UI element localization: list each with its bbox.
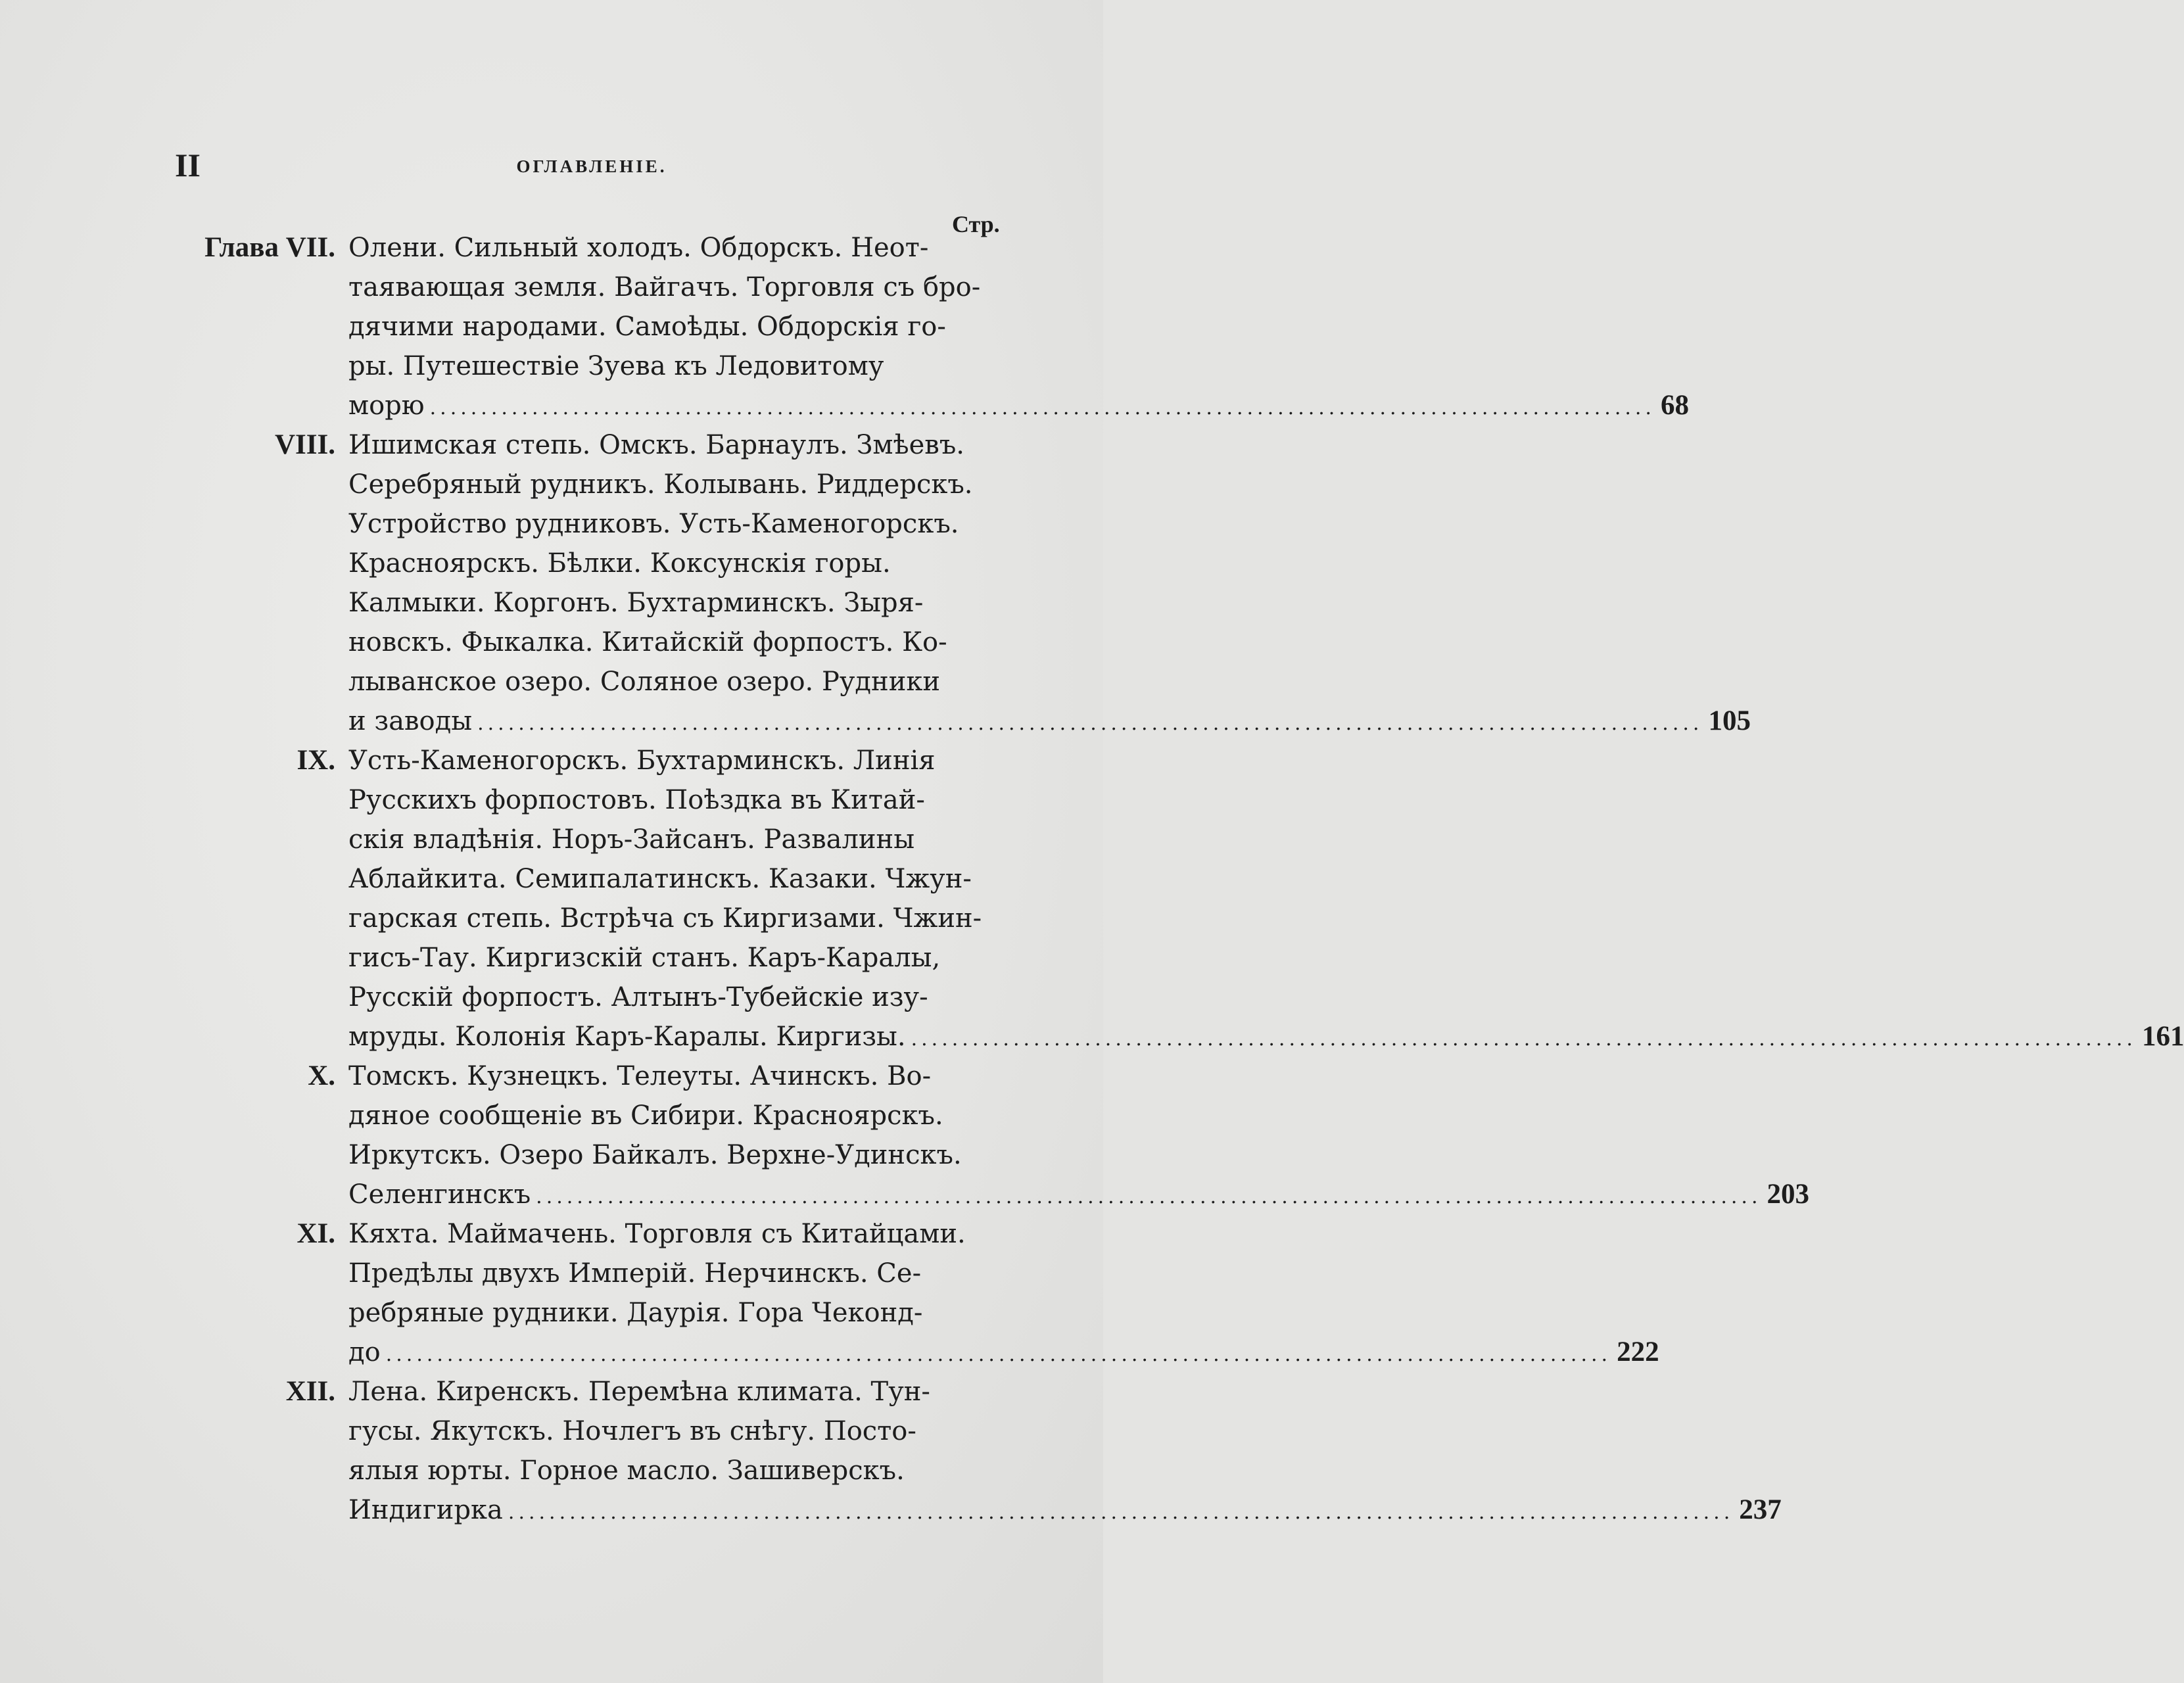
dot-leader: ........................................................................................................................ [477,712,1703,735]
page-column-header: Стр. [952,211,1000,237]
toc-leader-line [348,1490,1782,1530]
toc-text-line: дяное сообщеніе въ Сибири. Красноярскъ. [348,1101,943,1131]
chapter-label: IX. [297,745,335,776]
toc-text-line: Кяхта. Маймачень. Торговля съ Китайцами. [348,1219,966,1249]
toc-text-line: гарская степь. Встрѣча съ Киргизами. Чжин- [348,903,982,934]
toc-last-line-text: Индигирка [348,1495,503,1525]
page-number: 203 [1767,1179,1809,1210]
chapter-label: XII. [285,1376,335,1407]
toc-text-line: Устройство рудниковъ. Усть-Каменогорскъ. [348,509,959,539]
toc-text-line: гисъ-Тау. Киргизскій станъ. Каръ-Каралы, [348,943,941,973]
toc-last-line-text: Селенгинскъ [348,1179,531,1210]
page-folio: II [175,147,201,183]
chapter-label: XI. [297,1218,335,1249]
toc-text-line: гусы. Якутскъ. Ночлегъ въ снѣгу. Посто- [348,1416,916,1446]
running-title: ОГЛАВЛЕНІЕ. [516,156,667,176]
toc-text-line: Русскій форпостъ. Алтынъ-Тубейскіе изу- [348,982,928,1012]
chapter-label: X. [308,1060,335,1091]
toc-text-line: Усть-Каменогорскъ. Бухтарминскъ. Линія [348,746,936,776]
toc-last-line-text: морю [348,391,425,421]
dot-leader: ........................................................................................................................ [508,1501,1734,1524]
toc-last-line-text: до [348,1337,381,1367]
toc-text-line: дячими народами. Самоѣды. Обдорскія го- [348,312,946,342]
page-number: 237 [1739,1494,1782,1525]
toc-text-line: лыванское озеро. Соляное озеро. Рудники [348,667,941,697]
page-number: 68 [1660,390,1689,421]
dot-leader: ........................................................................................................................ [911,1028,2137,1051]
toc-text-line: Калмыки. Коргонъ. Бухтарминскъ. Зыря- [348,588,924,618]
chapter-label: VIII. [274,429,335,460]
toc-text-line: Серебряный рудникъ. Колывань. Риддерскъ. [348,469,973,500]
dot-leader: ........................................................................................................................ [385,1343,1612,1366]
toc-leader-line [348,1175,1809,1214]
dot-leader: ........................................................................................................................ [429,396,1655,419]
toc-text-line: ялыя юрты. Горное масло. Зашиверскъ. [348,1456,905,1486]
toc-text-line: Аблайкита. Семипалатинскъ. Казаки. Чжун- [348,864,972,894]
page-number: 105 [1708,705,1751,736]
toc-text-line: Русскихъ форпостовъ. Поѣздка въ Китай- [348,785,925,815]
toc-leader-line [348,386,1689,425]
toc-leader-line [348,701,1751,741]
page-number: 222 [1617,1337,1659,1367]
toc-text-line: таявающая земля. Вайгачъ. Торговля съ бро- [348,272,981,302]
page-number: 161 [2141,1021,2184,1052]
dot-leader: ........................................................................................................................ [536,1185,1762,1208]
toc-text-line: Томскъ. Кузнецкъ. Телеуты. Ачинскъ. Во- [348,1061,932,1091]
toc-text-line: Краснoярскъ. Бѣлки. Коксунскія горы. [348,548,891,579]
toc-last-line-text: мруды. Колонія Каръ-Каралы. Киргизы. [348,1022,906,1052]
toc-text-line: ры. Путешествіе Зуева къ Ледовитому [348,351,884,381]
toc-text-line: Иркутскъ. Озеро Байкалъ. Верхне-Удинскъ. [348,1140,962,1170]
toc-text-line: Предѣлы двухъ Имперій. Нерчинскъ. Се- [348,1258,922,1289]
toc-text-line: Лена. Киренскъ. Перемѣна климата. Тун- [348,1377,930,1407]
toc-text-line: новскъ. Фыкалка. Китайскій форпостъ. Ко- [348,627,947,657]
toc-text-line: Ишимская степь. Омскъ. Барнаулъ. Змѣевъ. [348,430,964,460]
toc-leader-line [348,1333,1659,1372]
toc-last-line-text: и заводы [348,706,473,736]
toc-text-line: Олени. Сильный холодъ. Обдорскъ. Неот- [348,233,929,263]
toc-text-line: ребряные рудники. Даурія. Гора Чеконд- [348,1298,923,1328]
toc-leader-line [348,1017,2184,1056]
chapter-label: Глава VII. [204,232,335,263]
toc-text-line: скія владѣнія. Норъ-Зайсанъ. Развалины [348,824,915,855]
